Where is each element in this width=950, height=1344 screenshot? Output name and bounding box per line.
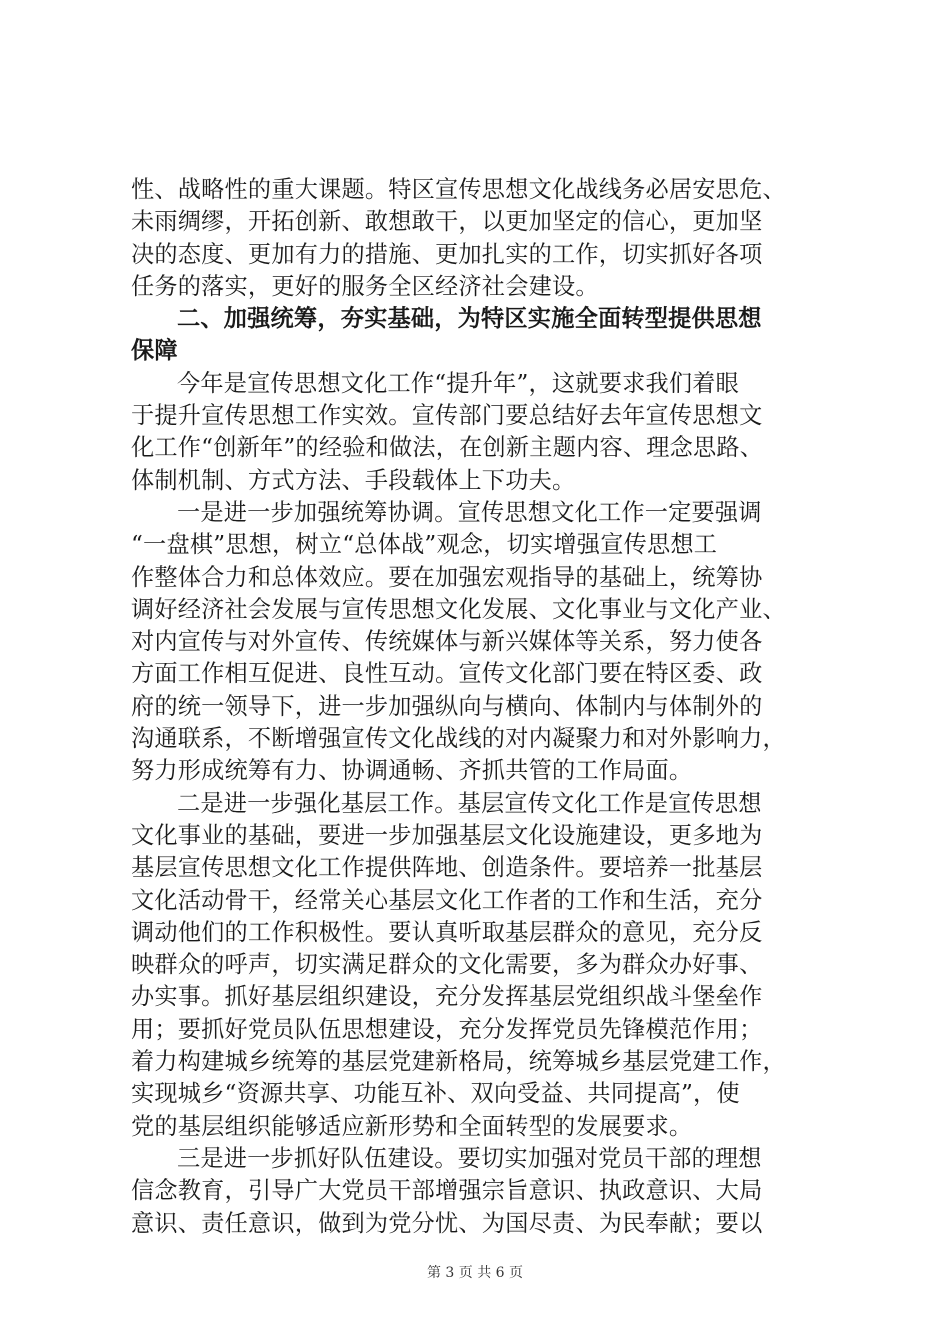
paragraph-line: 着力构建城乡统筹的基层党建新格局，统筹城乡基层党建工作，	[131, 1048, 786, 1076]
paragraph-line: 三是进一步抓好队伍建设。要切实加强对党员干部的理想	[177, 1144, 762, 1172]
paragraph-line: 府的统一领导下，进一步加强纵向与横向、体制内与体制外的	[131, 692, 763, 720]
section-heading-line: 二、加强统筹，夯实基础，为特区实施全面转型提供思想	[177, 305, 762, 333]
paragraph-line: 文化事业的基础，要进一步加强基层文化设施建设，更多地为	[131, 821, 763, 849]
paragraph-line: 调动他们的工作积极性。要认真听取基层群众的意见，充分反	[131, 918, 763, 946]
paragraph-line: 用；要抓好党员队伍思想建设，充分发挥党员先锋模范作用；	[131, 1015, 763, 1043]
paragraph-line: 今年是宣传思想文化工作“提升年”，这就要求我们着眼	[177, 369, 740, 397]
document-body	[131, 174, 831, 1240]
paragraph-line: 二是进一步强化基层工作。基层宣传文化工作是宣传思想	[177, 789, 762, 817]
paragraph-line: 努力形成统筹有力、协调通畅、齐抓共管的工作局面。	[131, 757, 693, 785]
paragraph-line: 党的基层组织能够适应新形势和全面转型的发展要求。	[131, 1112, 693, 1140]
paragraph-line: 沟通联系，不断增强宣传文化战线的对内凝聚力和对外影响力，	[131, 725, 786, 753]
paragraph-line: 性、战略性的重大课题。特区宣传思想文化战线务必居安思危、	[131, 176, 786, 203]
paragraph-line: 文化活动骨干，经常关心基层文化工作者的工作和生活，充分	[131, 886, 763, 914]
paragraph-line: 信念教育，引导广大党员干部增强宗旨意识、执政意识、大局	[131, 1177, 763, 1205]
page-footer: 第 3 页 共 6 页	[426, 1265, 524, 1281]
paragraph-line: 未雨绸缪，开拓创新、敢想敢干，以更加坚定的信心，更加坚	[131, 208, 763, 236]
paragraph-line: 实现城乡“资源共享、功能互补、双向受益、共同提高”，使	[131, 1080, 740, 1108]
section-heading-line: 保障	[131, 337, 178, 365]
paragraph-line: 化工作“创新年”的经验和做法，在创新主题内容、理念思路、	[131, 434, 764, 462]
paragraph-line: 基层宣传思想文化工作提供阵地、创造条件。要培养一批基层	[131, 854, 763, 882]
paragraph-line: 对内宣传与对外宣传、传统媒体与新兴媒体等关系，努力使各	[131, 628, 763, 656]
paragraph-line: “一盘棋”思想，树立“总体战”观念，切实增强宣传思想工	[131, 531, 718, 559]
paragraph-line: 决的态度、更加有力的措施、更加扎实的工作，切实抓好各项	[131, 240, 763, 268]
paragraph-line: 作整体合力和总体效应。要在加强宏观指导的基础上，统筹协	[131, 563, 763, 591]
paragraph-line: 任务的落实，更好的服务全区经济社会建设。	[131, 272, 599, 300]
paragraph-line: 意识、责任意识，做到为党分忧、为国尽责、为民奉献；要以	[131, 1209, 763, 1237]
paragraph-line: 调好经济社会发展与宣传思想文化发展、文化事业与文化产业、	[131, 595, 786, 623]
paragraph-line: 一是进一步加强统筹协调。宣传思想文化工作一定要强调	[177, 498, 762, 526]
paragraph-line: 办实事。抓好基层组织建设，充分发挥基层党组织战斗堡垒作	[131, 983, 763, 1011]
paragraph-line: 方面工作相互促进、良性互动。宣传文化部门要在特区委、政	[131, 660, 763, 688]
paragraph-line: 映群众的呼声，切实满足群众的文化需要，多为群众办好事、	[131, 951, 763, 979]
paragraph-line: 体制机制、方式方法、手段载体上下功夫。	[131, 466, 576, 494]
paragraph-line: 于提升宣传思想工作实效。宣传部门要总结好去年宣传思想文	[131, 402, 763, 430]
